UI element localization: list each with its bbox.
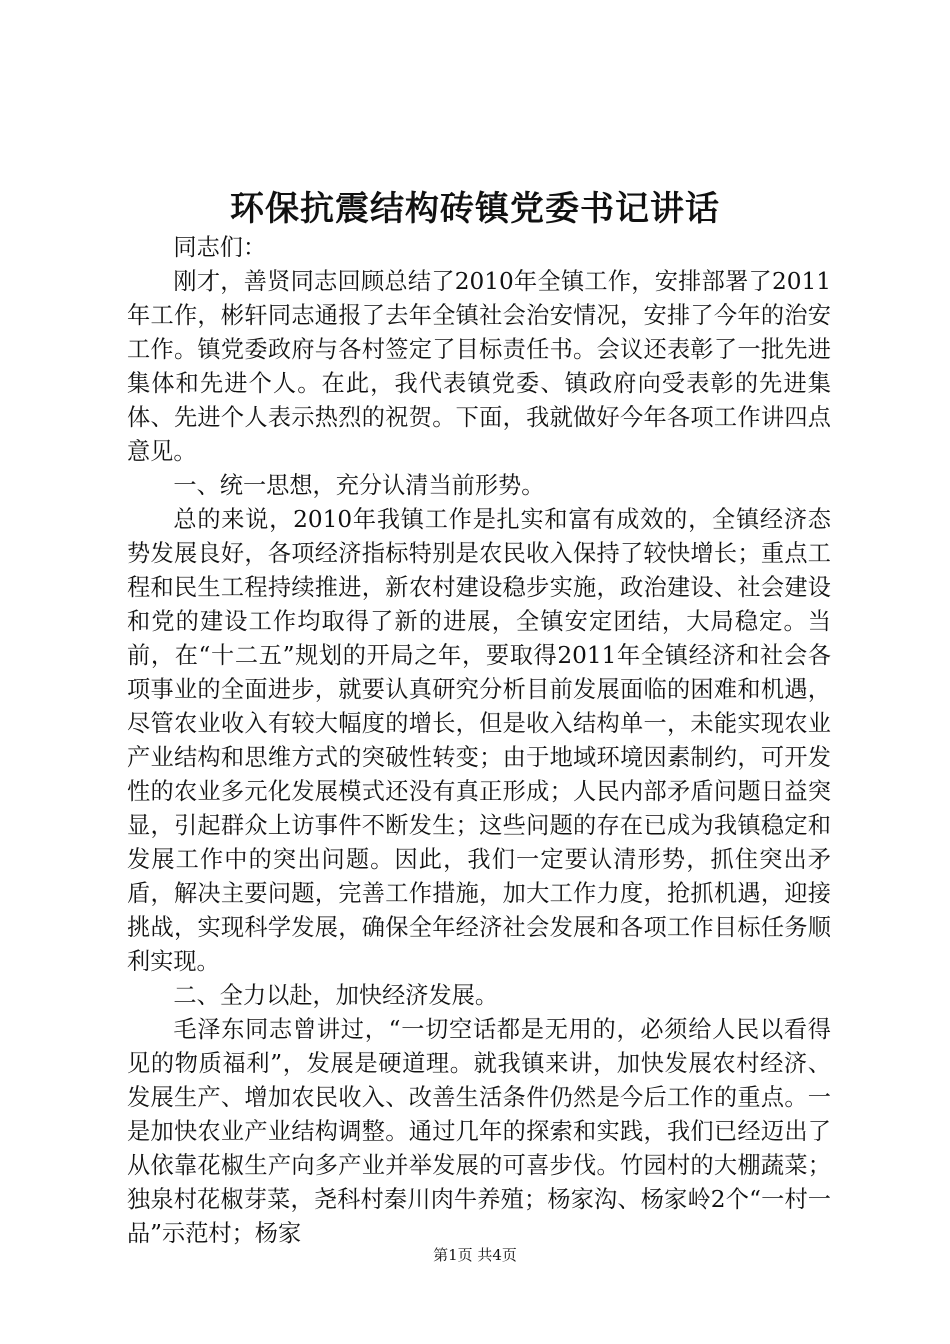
document-body xyxy=(127,231,831,1251)
section-heading-1: 一、统一思想，充分认清当前形势。 xyxy=(173,472,545,499)
paragraph-intro: 刚才，善贤同志回顾总结了2010年全镇工作，安排部署了2011年工作，彬轩同志通报了去年全镇社会治安情况，安排了今年的治安工作。镇党委政府与各村签定了目标责任书。会议还表彰了一批先进集体和先进个人。在此，我代表镇党委、镇政府向受表彰的先进集体、先进个人表示热烈的祝贺。下面，我就做好今年各项工作讲四点意见。 xyxy=(127,268,831,465)
salutation: 同志们： xyxy=(173,234,267,261)
document-title: 环保抗震结构砖镇党委书记讲话 xyxy=(230,189,720,229)
paragraph-section-2: 毛泽东同志曾讲过，“一切空话都是无用的，必须给人民以看得见的物质福利”，发展是硬道理。就我镇来讲，加快发展农村经济、发展生产、增加农民收入、改善生活条件仍然是今后工作的重点。一是加快农业产业结构调整。通过几年的探索和实践，我们已经迈出了从依靠花椒生产向多产业并举发展的可喜步伐。竹园村的大棚蔬菜；独泉村花椒芽菜，尧科村秦川肉牛养殖；杨家沟、杨家岭2个“一村一品”示范村；杨家 xyxy=(127,1016,831,1247)
paragraph-section-1: 总的来说，2010年我镇工作是扎实和富有成效的，全镇经济态势发展良好，各项经济指标特别是农民收入保持了较快增长；重点工程和民生工程持续推进，新农村建设稳步实施，政治建设、社会建设和党的建设工作均取得了新的进展，全镇安定团结，大局稳定。当前，在“十二五”规划的开局之年，要取得2011年全镇经济和社会各项事业的全面进步，就要认真研究分析目前发展面临的困难和机遇，尽管农业收入有较大幅度的增长，但是收入结构单一，未能实现农业产业结构和思维方式的突破性转变；由于地域环境因素制约，可开发性的农业多元化发展模式还没有真正形成；人民内部矛盾问题日益突显，引起群众上访事件不断发生；这些问题的存在已成为我镇稳定和发展工作中的突出问题。因此，我们一定要认清形势，抓住突出矛盾，解决主要问题，完善工作措施，加大工作力度，抢抓机遇，迎接挑战，实现科学发展，确保全年经济社会发展和各项工作目标任务顺利实现。 xyxy=(127,506,831,975)
page-number-footer: 第1页 共4页 xyxy=(433,1246,517,1264)
section-heading-2: 二、全力以赴，加快经济发展。 xyxy=(173,982,499,1009)
